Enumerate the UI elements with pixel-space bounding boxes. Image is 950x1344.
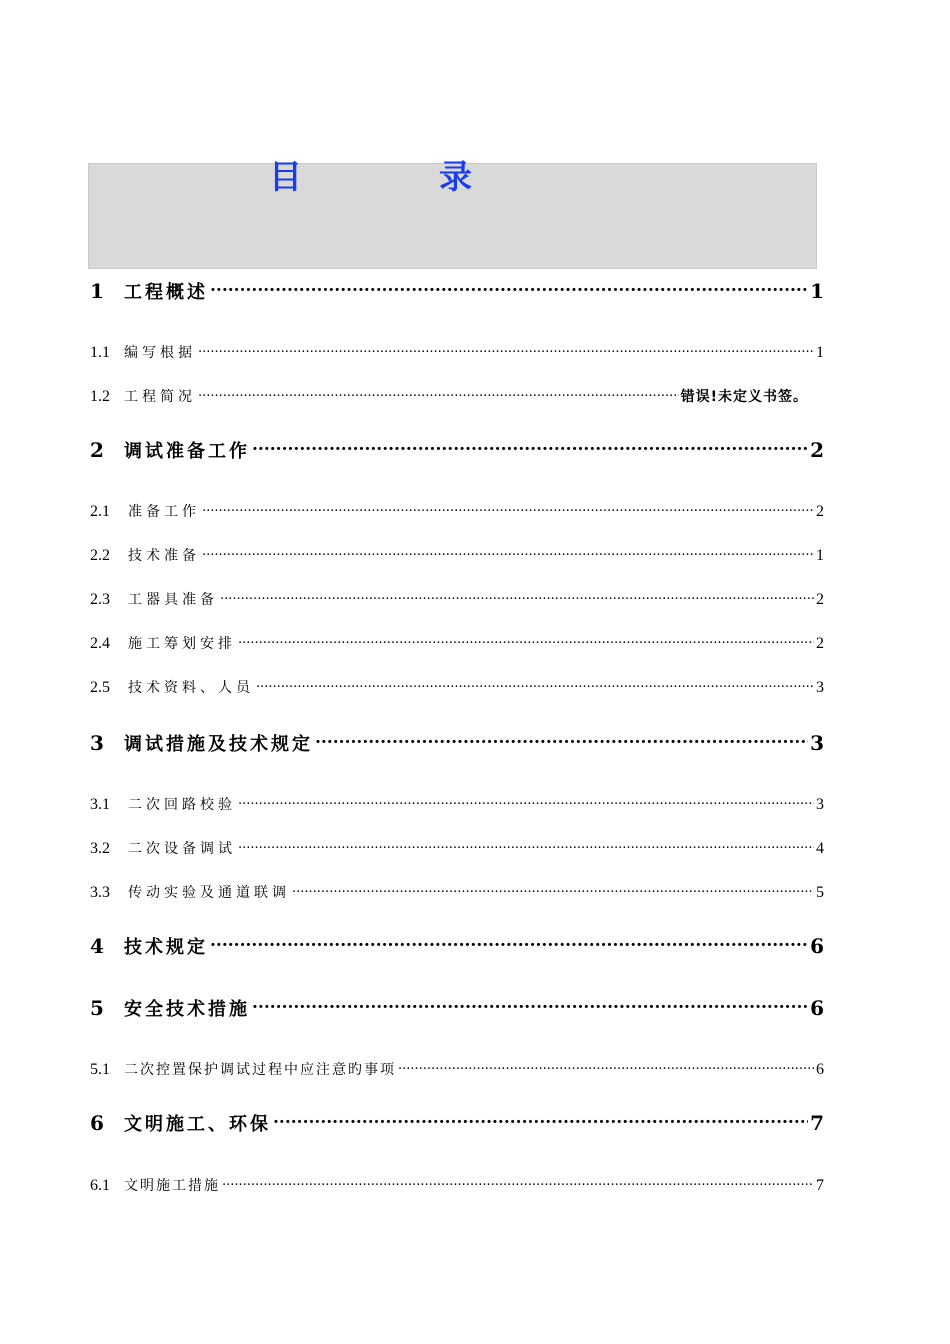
toc-entry-page: 3 [816,796,824,813]
toc-entry-page: 2 [816,635,824,652]
toc-entry-page: 2 [810,438,824,462]
toc-leader-dots [256,677,814,692]
toc-entry-title: 编写根据 [124,345,196,361]
toc-entry-page: 2 [816,591,824,608]
toc-entry-number: 6.1 [90,1177,110,1194]
toc-leader-dots [198,386,679,401]
toc-entry-number: 2.2 [90,547,110,564]
toc-entry-3-3[interactable] [90,882,824,902]
toc-leader-dots [292,882,814,897]
toc-entry-title: 文明施工措施 [124,1178,220,1194]
toc-entry-number: 3.1 [90,796,110,813]
toc-entry-2-1[interactable] [90,501,824,521]
toc-entry-page: 5 [816,884,824,901]
toc-entry-number: 6 [90,1111,104,1135]
toc-entry-title: 工程简况 [124,389,196,405]
toc-entry-page: 6 [810,934,824,958]
toc-entry-number: 2.4 [90,635,110,652]
toc-entry-page: 4 [816,840,824,857]
toc-entry-page: 7 [816,1177,824,1194]
toc-leader-dots [252,438,808,457]
toc-entry-3-1[interactable] [90,794,824,814]
toc-entry-title: 二次控置保护调试过程中应注意旳事项 [124,1062,396,1078]
toc-entry-title: 文明施工、环保 [124,1114,271,1135]
toc-entry-page-error: 错误!未定义书签。 [680,389,808,405]
toc-entry-number: 4 [90,934,104,958]
toc-entry-title: 调试准备工作 [124,441,250,462]
toc-leader-dots [202,501,814,516]
toc-entry-title: 技术准备 [128,548,200,564]
toc-entry-number: 2.3 [90,591,110,608]
toc-entry-title: 工器具准备 [128,592,218,608]
toc-entry-page: 6 [810,996,824,1020]
toc-entry-1[interactable] [90,278,824,304]
toc-entry-page: 2 [816,503,824,520]
toc-entry-number: 3.2 [90,840,110,857]
toc-entry-title: 二次设备调试 [128,841,236,857]
toc-entry-page: 1 [816,344,824,361]
toc-entry-5-1[interactable] [90,1059,824,1079]
toc-entry-title: 准备工作 [128,504,200,520]
toc-entry-number: 1 [90,279,104,303]
toc-leader-dots [238,794,814,809]
toc-entry-title: 施工筹划安排 [128,636,236,652]
toc-entry-page: 1 [810,279,824,303]
toc-entry-page: 3 [810,731,824,755]
toc-entry-3-2[interactable] [90,838,824,858]
toc-entry-5[interactable] [90,995,824,1021]
toc-entry-title: 二次回路校验 [128,797,236,813]
toc-entry-number: 5.1 [90,1061,110,1078]
toc-entry-2-2[interactable] [90,545,824,565]
toc-entry-page: 6 [816,1061,824,1078]
toc-entry-page: 1 [816,547,824,564]
toc-entry-1-1[interactable] [90,342,824,362]
toc-leader-dots [238,633,814,648]
toc-entry-number: 3.3 [90,884,110,901]
toc-entry-6[interactable] [90,1110,824,1136]
toc-leader-dots [252,996,808,1015]
toc-leader-dots [198,342,814,357]
toc-leader-dots [315,731,808,750]
toc-entry-page: 7 [810,1111,824,1135]
toc-entry-page: 3 [816,679,824,696]
toc-entry-2-4[interactable] [90,633,824,653]
toc-entry-2-5[interactable] [90,677,824,697]
toc-entry-2-3[interactable] [90,589,824,609]
toc-leader-dots [220,589,814,604]
toc-entry-3[interactable] [90,730,824,756]
toc-entry-title: 技术资料、人员 [128,680,254,696]
toc-leader-dots [202,545,814,560]
toc-entry-1-2[interactable] [90,386,808,406]
toc-title: 目 录 [269,157,524,196]
toc-entry-number: 2.1 [90,503,110,520]
toc-entry-number: 1.2 [90,388,110,405]
toc-entry-number: 1.1 [90,344,110,361]
toc-leader-dots [210,279,808,298]
toc-entry-title: 技术规定 [124,937,208,958]
toc-entry-number: 3 [90,731,104,755]
toc-leader-dots [222,1175,814,1190]
toc-title-box [88,157,817,269]
toc-entry-number: 5 [90,996,104,1020]
toc-leader-dots [398,1059,814,1074]
toc-entry-6-1[interactable] [90,1175,824,1195]
toc-entry-2[interactable] [90,437,824,463]
toc-leader-dots [238,838,814,853]
toc-entry-title: 安全技术措施 [124,999,250,1020]
toc-entry-number: 2.5 [90,679,110,696]
toc-entry-title: 传动实验及通道联调 [128,885,290,901]
toc-entry-4[interactable] [90,933,824,959]
toc-leader-dots [210,934,808,953]
toc-entry-number: 2 [90,438,104,462]
toc-entry-title: 调试措施及技术规定 [124,734,313,755]
toc-leader-dots [273,1111,808,1130]
toc-entry-title: 工程概述 [124,282,208,303]
